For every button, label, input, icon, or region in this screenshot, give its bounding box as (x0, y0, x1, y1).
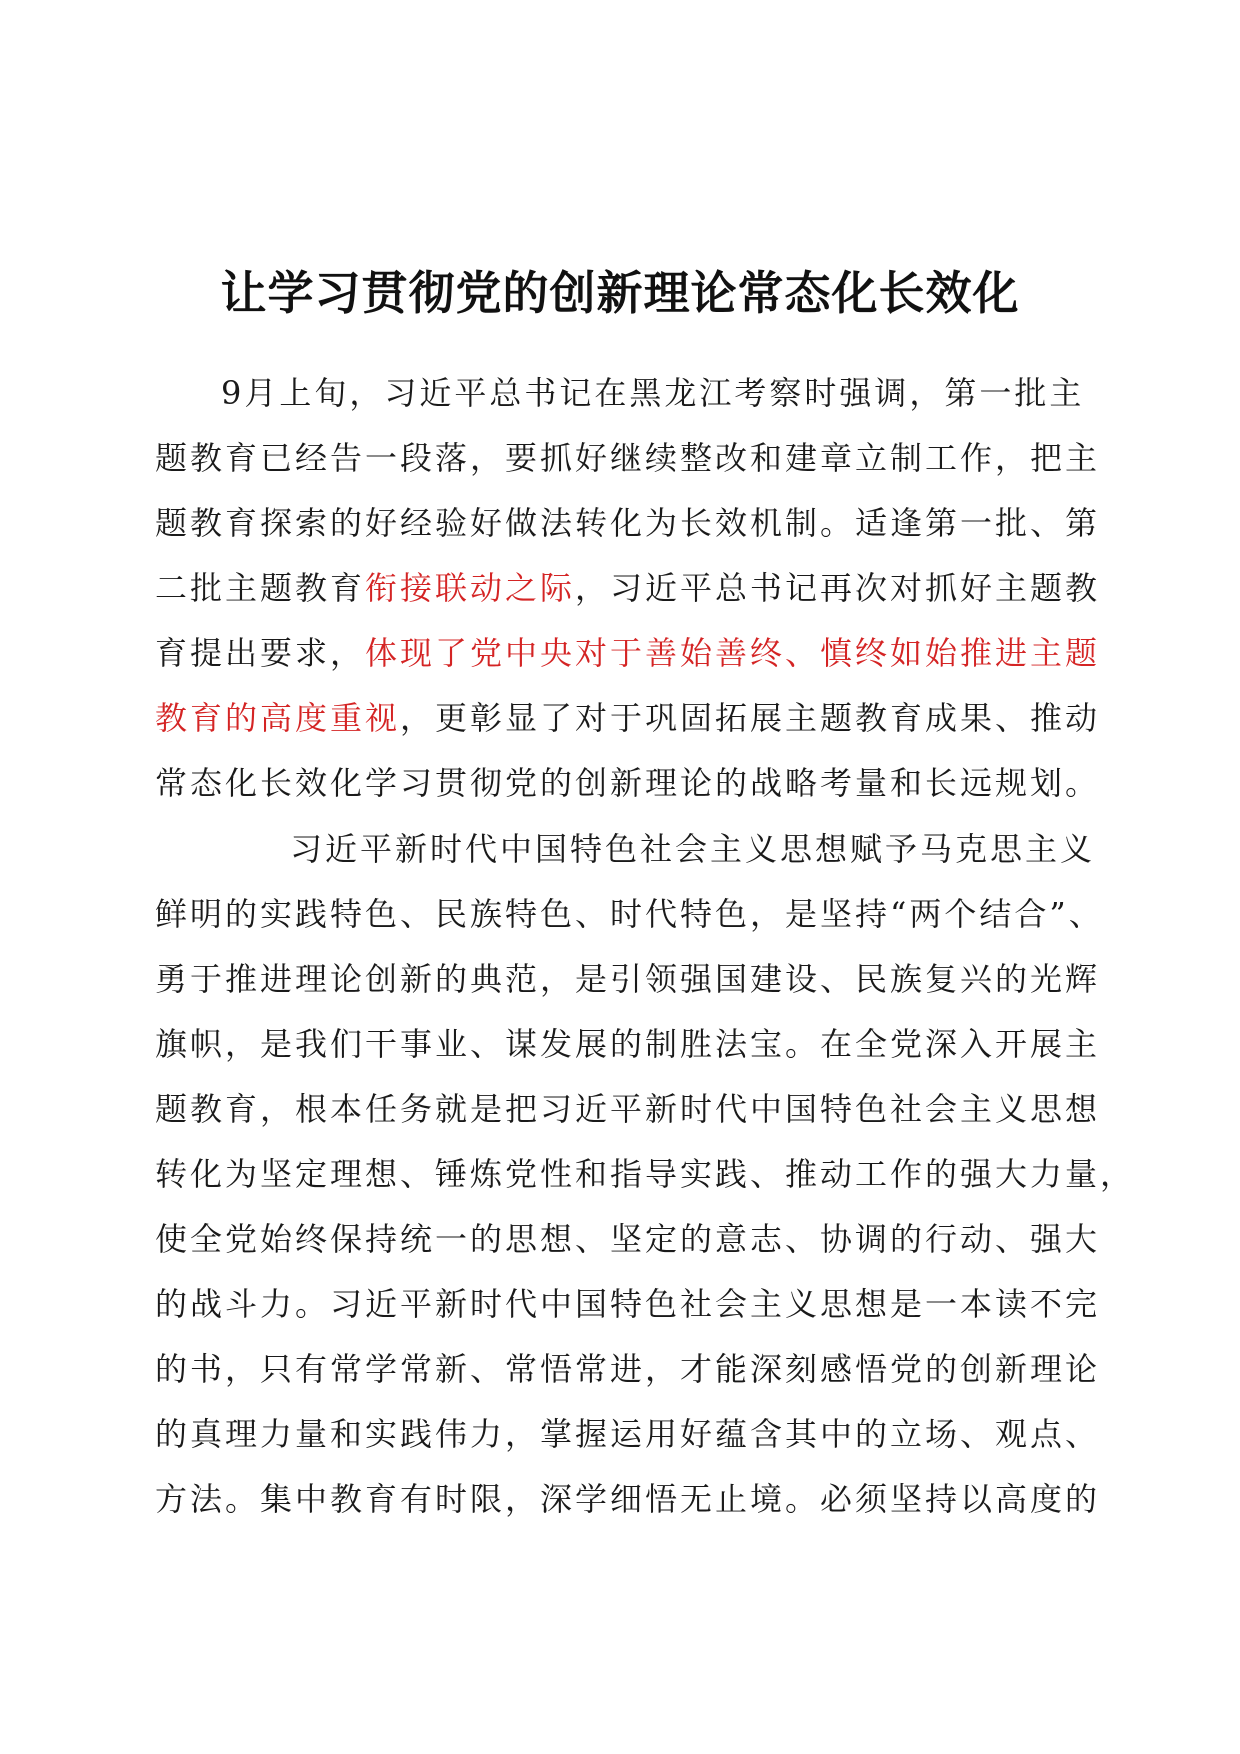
text-run: 育提出要求， (155, 634, 366, 672)
paragraph-2-line: 的真理力量和实践伟力，掌握运用好蕴含其中的立场、观点、 (155, 1415, 1101, 1453)
paragraph-2-line: 使全党始终保持统一的思想、坚定的意志、协调的行动、强大 (155, 1220, 1101, 1258)
paragraph-2-line: 旗帜，是我们干事业、谋发展的制胜法宝。在全党深入开展主 (155, 1025, 1101, 1063)
text-run: 9月上旬，习近平总书记在黑龙江考察时强调，第一批主 (221, 374, 1085, 412)
paragraph-2-line: 鲜明的实践特色、民族特色、时代特色，是坚持“两个结合”、 (155, 895, 1104, 933)
text-run: 题教育已经告一段落，要抓好继续整改和建章立制工作，把主 (155, 439, 1101, 477)
highlighted-text: 体现了党中央对于善始善终、慎终如始推进主题 (365, 634, 1101, 672)
text-run: ，更彰显了对于巩固拓展主题教育成果、推动 (400, 699, 1101, 737)
paragraph-1-line (155, 425, 1101, 491)
paragraph-2-line: 转化为坚定理想、锤炼党性和指导实践、推动工作的强大力量， (155, 1155, 1136, 1193)
text-run: 二批主题教育 (155, 569, 366, 607)
paragraph-1-line (155, 750, 1101, 816)
paragraph-1-line (155, 490, 1101, 556)
paragraph-2-line: 勇于推进理论创新的典范，是引领强国建设、民族复兴的光辉 (155, 960, 1101, 998)
paragraph-2-line: 的书，只有常学常新、常悟常进，才能深刻感悟党的创新理论 (155, 1350, 1101, 1388)
highlighted-text: 衔接联动之际 (365, 569, 576, 607)
paragraph-2-line: 方法。集中教育有时限，深学细悟无止境。必须坚持以高度的 (155, 1480, 1101, 1518)
text-run: 题教育探索的好经验好做法转化为长效机制。适逢第一批、第 (155, 504, 1101, 542)
text-run: 常态化长效化学习贯彻党的创新理论的战略考量和长远规划。 (155, 764, 1101, 802)
paragraph-1-line (221, 360, 1151, 426)
paragraph-2-line: 题教育，根本任务就是把习近平新时代中国特色社会主义思想 (155, 1090, 1101, 1128)
highlighted-text: 教育的高度重视 (155, 699, 401, 737)
paragraph-1-line (155, 685, 1101, 751)
paragraph-1-line (155, 555, 1101, 621)
text-run: ，习近平总书记再次对抓好主题教 (575, 569, 1101, 607)
paragraph-1-line (155, 620, 1101, 686)
paragraph-2-line: 的战斗力。习近平新时代中国特色社会主义思想是一本读不完 (155, 1285, 1101, 1323)
document-title: 让学习贯彻党的创新理论常态化长效化 (220, 265, 1020, 320)
paragraph-2-line: 习近平新时代中国特色社会主义思想赋予马克思主义 (290, 830, 1096, 868)
